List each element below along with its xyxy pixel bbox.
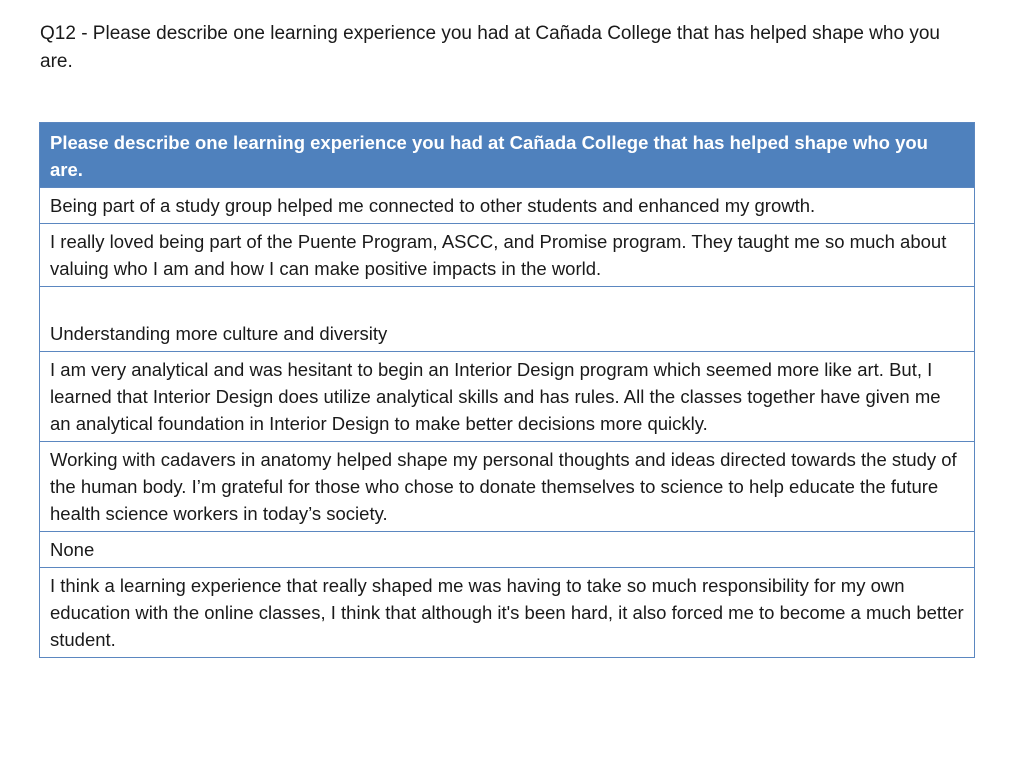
response-cell: I really loved being part of the Puente Program, ASCC, and Promise program. They taught me so much about valuing who I am and how I can make positive impacts in the world. [40, 224, 975, 287]
responses-table [39, 122, 975, 658]
table-row [40, 224, 975, 287]
response-cell: None [40, 532, 975, 568]
response-cell: I think a learning experience that really shaped me was having to take so much responsibility for my own education with the online classes, I think that although it's been hard, it also forced me to become a much better student. [40, 568, 975, 658]
response-cell: Understanding more culture and diversity [40, 287, 975, 352]
table-header-row [40, 123, 975, 188]
table-row [40, 442, 975, 532]
table-row [40, 287, 975, 352]
table-row [40, 352, 975, 442]
response-cell: I am very analytical and was hesitant to begin an Interior Design program which seemed more like art. But, I learned that Interior Design does utilize analytical skills and has rules. All the classes together have given me an analytical foundation in Interior Design to make better decisions more quickly. [40, 352, 975, 442]
table-row [40, 568, 975, 658]
page-title: Q12 - Please describe one learning experience you had at Cañada College that has helped shape who you are. [40, 23, 940, 72]
table-row [40, 188, 975, 224]
column-header: Please describe one learning experience you had at Cañada College that has helped shape who you are. [40, 123, 975, 188]
response-cell: Being part of a study group helped me connected to other students and enhanced my growth. [40, 188, 975, 224]
response-cell: Working with cadavers in anatomy helped shape my personal thoughts and ideas directed towards the study of the human body. I’m grateful for those who chose to donate themselves to science to help educate the future health science workers in today’s society. [40, 442, 975, 532]
table-row [40, 532, 975, 568]
